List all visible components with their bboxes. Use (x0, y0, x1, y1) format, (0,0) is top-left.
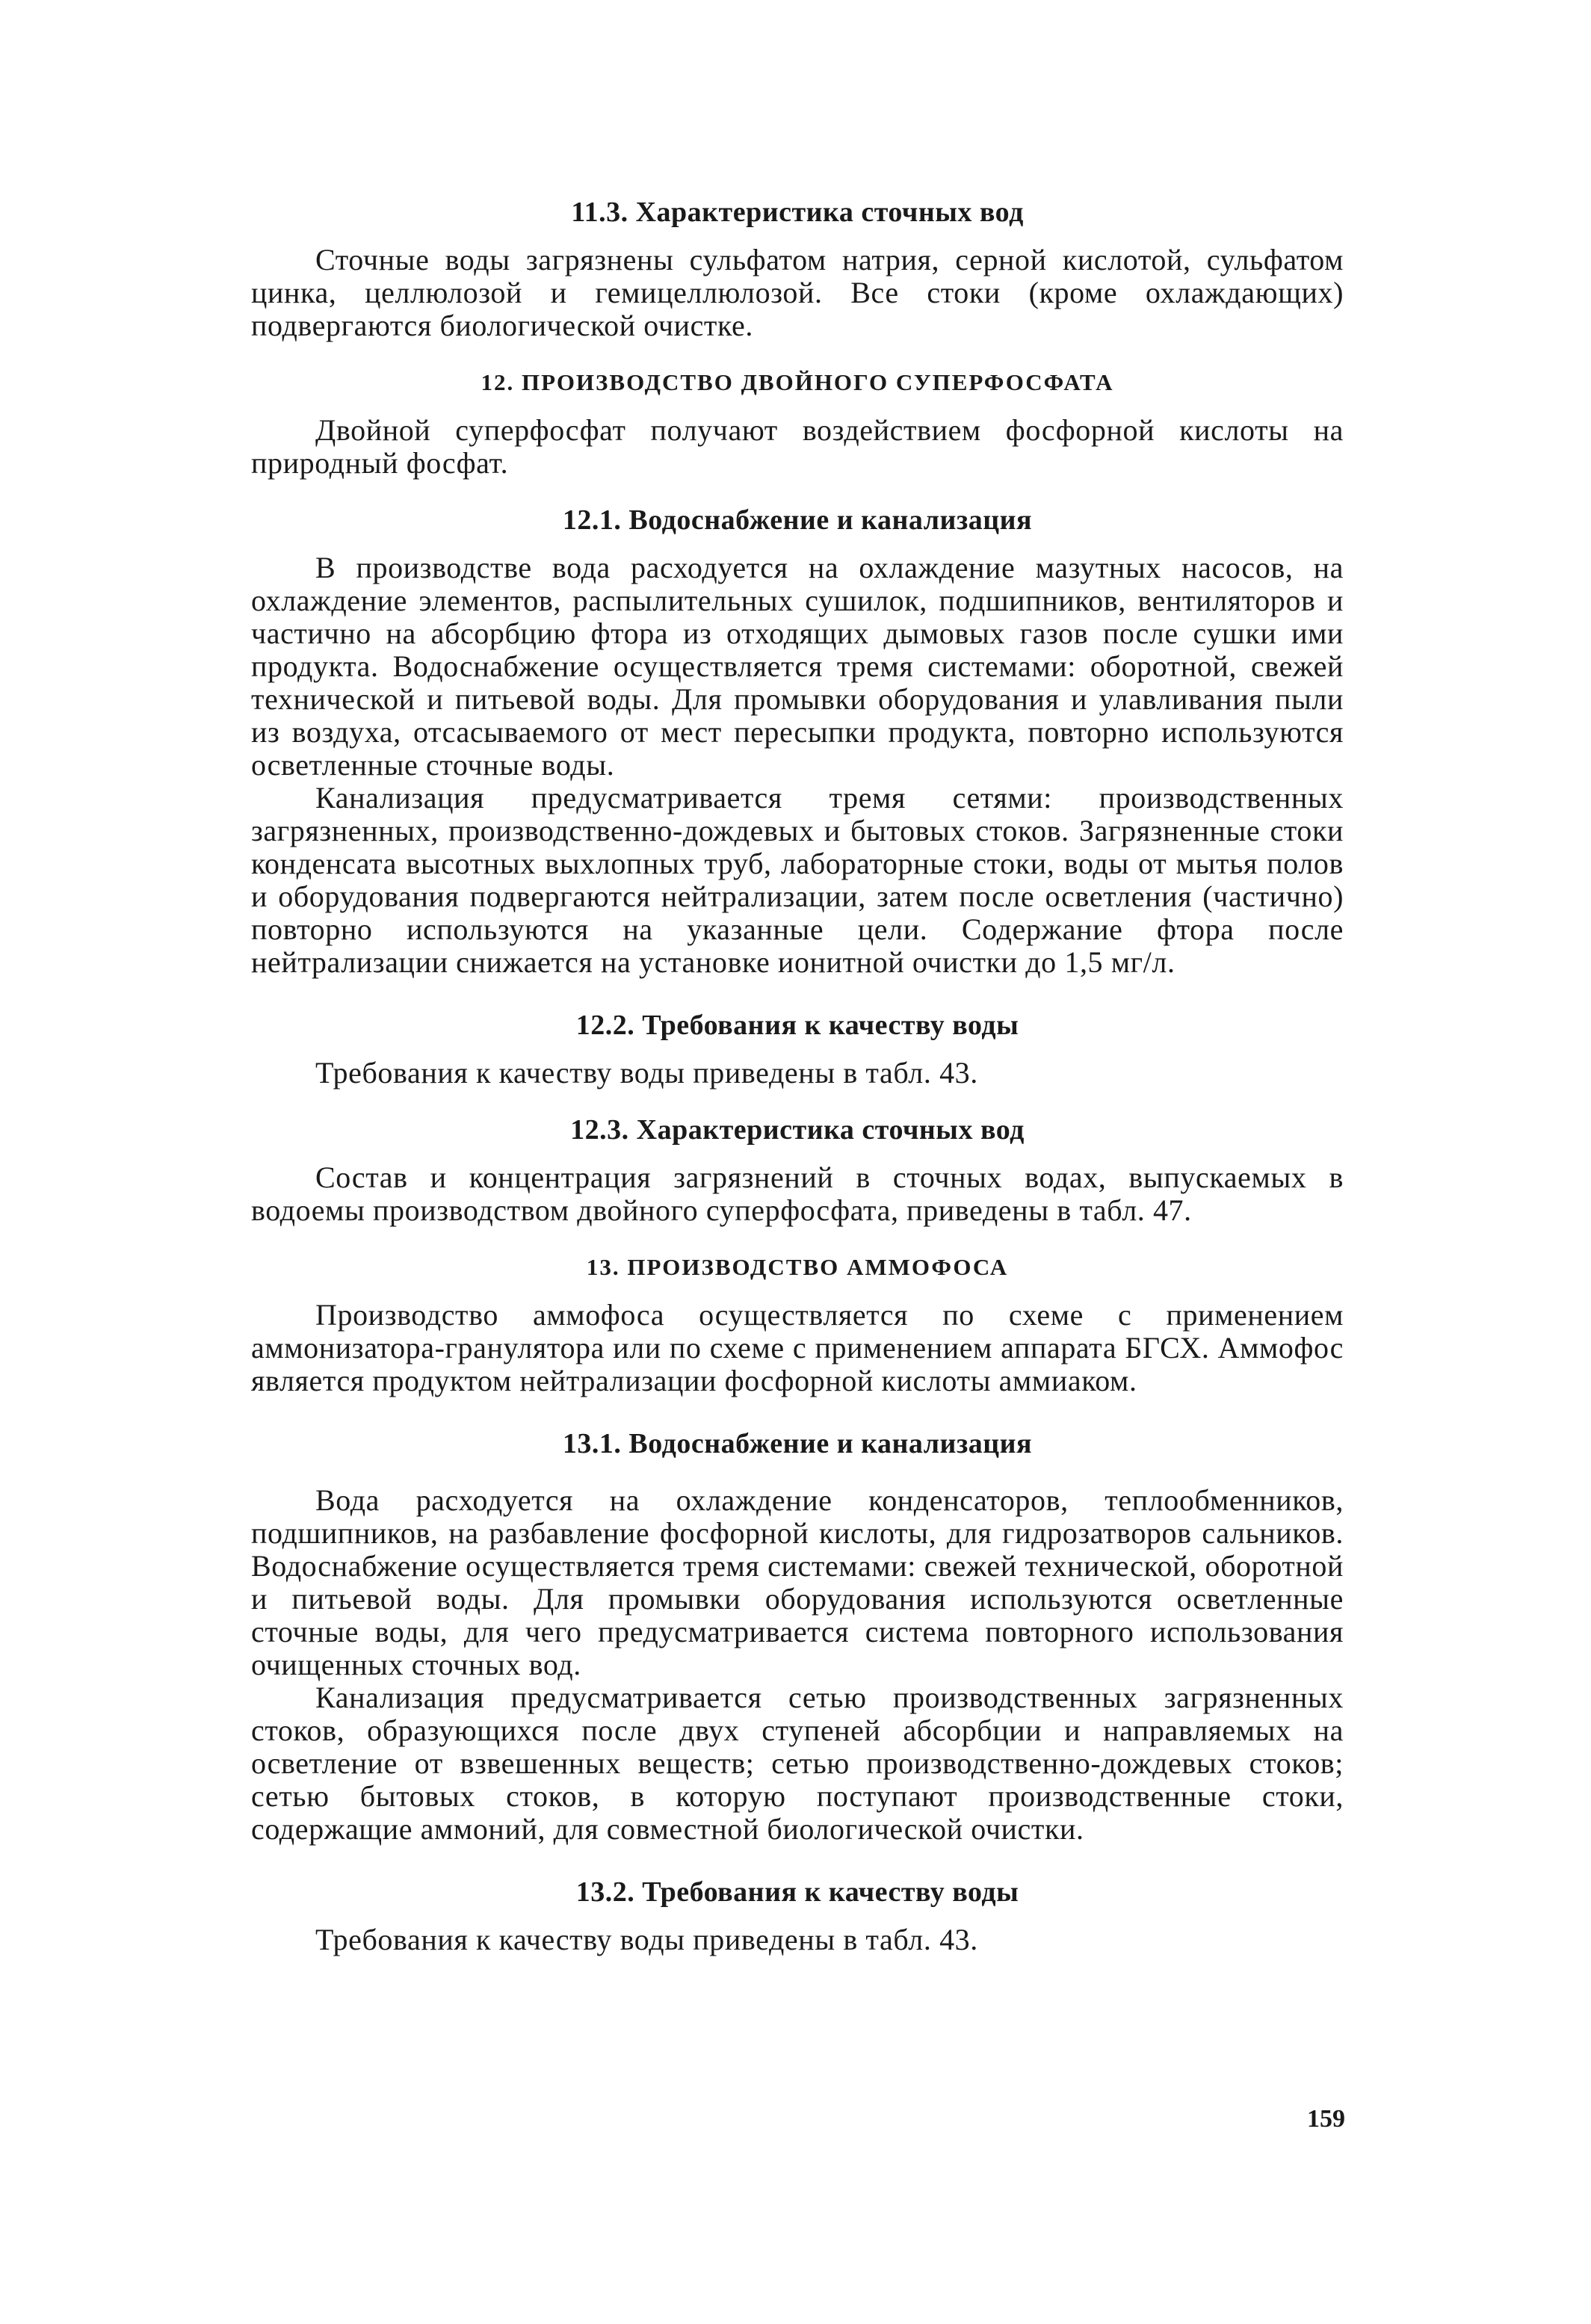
paragraph: Двойной суперфосфат получают воздействием фосфорной кислоты на природный фосфат. (251, 413, 1344, 480)
paragraph: Состав и концентрация загрязнений в сточных водах, выпускаемых в водоемы производством двойного суперфосфата, приведены в табл. 47. (251, 1161, 1344, 1227)
paragraph: Канализация предусматривается сетью производственных загрязненных стоков, образующихся после двух ступеней абсорбции и направляемых на осветление от взвешенных веществ; сетью производственно-дождевых стоков; сетью бытовых стоков, в которую поступают производственные стоки, содержащие аммоний, для совместной биологической очистки. (251, 1681, 1344, 1846)
paragraph: Вода расходуется на охлаждение конденсаторов, теплообменников, подшипников, на разбавление фосфорной кислоты, для гидрозатворов сальников. Водоснабжение осуществляется тремя системами: свежей технической, оборотной и питьевой воды. Для промывки оборудования используются осветленные сточные воды, для чего предусматривается система повторного использования очищенных сточных вод. (251, 1483, 1344, 1681)
chapter-heading-13: 13. ПРОИЗВОДСТВО АММОФОСА (586, 1254, 1009, 1280)
page-number: 159 (1307, 2105, 1345, 2133)
paragraph: Требования к качеству воды приведены в табл. 43. (315, 1056, 978, 1090)
section-heading-12-3: 12.3. Характеристика сточных вод (570, 1114, 1025, 1146)
section-heading-13-1: 13.1. Водоснабжение и канализация (562, 1428, 1033, 1459)
chapter-heading-12: 12. ПРОИЗВОДСТВО ДВОЙНОГО СУПЕРФОСФАТА (481, 369, 1114, 395)
section-heading-12-2: 12.2. Требования к качеству воды (575, 1010, 1019, 1041)
paragraph: Требования к качеству воды приведены в табл. 43. (315, 1923, 978, 1956)
paragraph: Сточные воды загрязнены сульфатом натрия, серной кислотой, сульфатом цинка, целлюлозой и гемицеллюлозой. Все стоки (кроме охлаждающих) подвергаются биологической очистке. (251, 243, 1344, 342)
page-content (251, 196, 1344, 1956)
section-heading-11-3: 11.3. Характеристика сточных вод (571, 197, 1024, 228)
section-heading-13-2: 13.2. Требования к качеству воды (575, 1876, 1019, 1908)
section-heading-12-1: 12.1. Водоснабжение и канализация (562, 504, 1033, 536)
paragraph: Канализация предусматривается тремя сетями: производственных загрязненных, производственно-дождевых и бытовых стоков. Загрязненные стоки конденсата высотных выхлопных труб, лабораторные стоки, воды от мытья полов и оборудования подвергаются нейтрализации, затем после осветления (частично) повторно используются на указанные цели. Содержание фтора после нейтрализации снижается на установке ионитной очистки до 1,5 мг/л. (251, 781, 1344, 979)
paragraph: Производство аммофоса осуществляется по схеме с применением аммонизатора-гранулятора или по схеме с применением аппарата БГСХ. Аммофос является продуктом нейтрализации фосфорной кислоты аммиаком. (251, 1298, 1344, 1397)
paragraph: В производстве вода расходуется на охлаждение мазутных насосов, на охлаждение элементов, распылительных сушилок, подшипников, вентиляторов и частично на абсорбцию фтора из отходящих дымовых газов после сушки ими продукта. Водоснабжение осуществляется тремя системами: оборотной, свежей технической и питьевой воды. Для промывки оборудования и улавливания пыли из воздуха, отсасываемого от мест пересыпки продукта, повторно используются осветленные сточные воды. (251, 551, 1344, 782)
